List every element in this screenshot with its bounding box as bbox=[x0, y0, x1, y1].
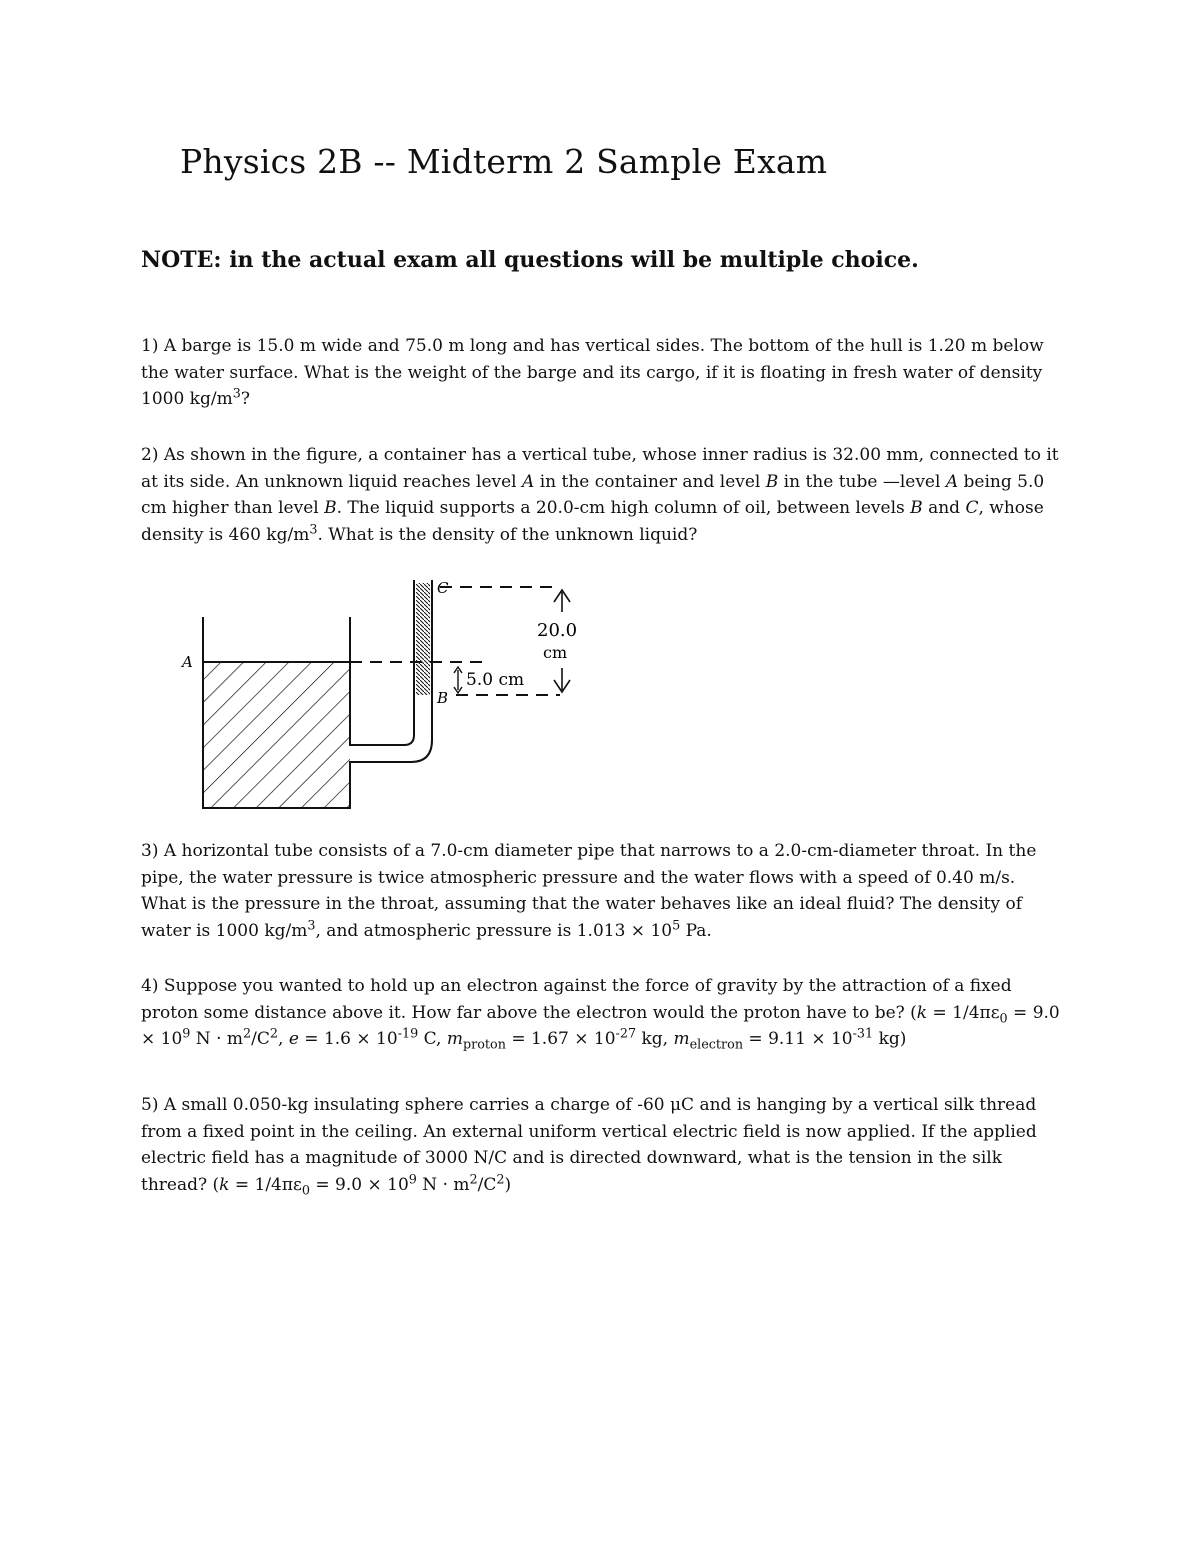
text-run: = 1/4πε bbox=[229, 1174, 302, 1195]
question-4-line-1: 4) Suppose you wanted to hold up an electron against the force of gravity by the attraction of a fixed bbox=[141, 976, 1012, 996]
question-1-line-1: 1) A barge is 15.0 m wide and 75.0 m long and has vertical sides. The bottom of the hull is 1.20 m below bbox=[141, 336, 1044, 356]
italic-symbol: e bbox=[288, 1029, 299, 1049]
height-unit: cm bbox=[543, 643, 568, 662]
label-b: B bbox=[437, 689, 449, 707]
text-run: being 5.0 bbox=[958, 471, 1045, 492]
question-2-line-1: 2) As shown in the figure, a container has a vertical tube, whose inner radius is 32.00 mm, connected to it bbox=[141, 445, 1059, 465]
text-run: . What is the density of the unknown liquid? bbox=[317, 524, 698, 545]
italic-symbol: m bbox=[446, 1029, 463, 1049]
oil-column bbox=[416, 583, 430, 695]
superscript: 5 bbox=[672, 917, 681, 933]
italic-symbol: B bbox=[765, 471, 779, 492]
text-run: proton some distance above it. How far above the electron would the proton have to be? ( bbox=[141, 1002, 917, 1023]
question-3 bbox=[141, 838, 1071, 944]
height-value: 20.0 bbox=[537, 620, 578, 641]
question-5-line-4 bbox=[141, 1172, 1071, 1199]
italic-symbol: m bbox=[673, 1029, 690, 1049]
question-2 bbox=[141, 442, 1071, 548]
italic-symbol: k bbox=[219, 1174, 230, 1195]
question-4-line-2 bbox=[141, 1000, 1071, 1027]
text-run: C, bbox=[418, 1029, 447, 1049]
question-2-line-4 bbox=[141, 522, 1071, 549]
superscript: 2 bbox=[496, 1171, 505, 1187]
text-run: Pa. bbox=[680, 920, 712, 941]
text-run: , bbox=[278, 1029, 289, 1049]
italic-symbol: k bbox=[916, 1002, 928, 1023]
text-run: = 9.0 bbox=[1007, 1002, 1060, 1023]
text-run: /C bbox=[477, 1174, 497, 1195]
text-run: kg) bbox=[873, 1029, 907, 1049]
question-3-line-1: 3) A horizontal tube consists of a 7.0-cm diameter pipe that narrows to a 2.0-cm-diameter throat. In the bbox=[141, 841, 1037, 861]
superscript: 2 bbox=[469, 1171, 478, 1187]
page-title: Physics 2B -- Midterm 2 Sample Exam bbox=[180, 142, 828, 181]
subscript: 0 bbox=[999, 1010, 1008, 1026]
text-run: , and atmospheric pressure is 1.013 × 10 bbox=[315, 920, 673, 941]
superscript: 2 bbox=[269, 1026, 279, 1042]
text-run: in the container and level bbox=[534, 471, 766, 492]
label-c: C bbox=[437, 579, 449, 597]
question-2-line-2 bbox=[141, 469, 1071, 496]
subscript: 0 bbox=[301, 1182, 310, 1198]
superscript: 3 bbox=[232, 386, 241, 402]
italic-symbol: A bbox=[522, 471, 535, 492]
question-1 bbox=[141, 333, 1071, 413]
text-run: thread? ( bbox=[141, 1174, 220, 1195]
question-5 bbox=[141, 1092, 1071, 1198]
question-2-line-3 bbox=[141, 495, 1071, 522]
question-5-line-2: from a fixed point in the ceiling. An external uniform vertical electric field is now applied. If the applied bbox=[141, 1121, 1037, 1142]
text-run: cm higher than level bbox=[141, 498, 325, 518]
offset-label: 5.0 cm bbox=[466, 670, 525, 690]
subscript: proton bbox=[462, 1037, 506, 1053]
exam-note: NOTE: in the actual exam all questions will be multiple choice. bbox=[141, 247, 919, 273]
italic-symbol: B bbox=[910, 498, 923, 518]
label-a: A bbox=[182, 653, 193, 671]
italic-symbol: C bbox=[965, 498, 979, 518]
text-run: and bbox=[922, 498, 966, 518]
text-run: , whose bbox=[978, 498, 1044, 518]
text-run: = 1.67 × 10 bbox=[505, 1029, 616, 1049]
text-run: = 1/4πε bbox=[927, 1002, 1000, 1023]
superscript: -27 bbox=[615, 1026, 637, 1042]
question-5-line-1: 5) A small 0.050-kg insulating sphere carries a charge of -60 μC and is hanging by a vertical silk thread bbox=[141, 1095, 1037, 1115]
text-run: in the tube —level bbox=[778, 471, 946, 492]
superscript: -31 bbox=[852, 1026, 874, 1042]
question-5-line-3: electric field has a magnitude of 3000 N/C and is directed downward, what is the tension in the silk bbox=[141, 1148, 1002, 1168]
italic-symbol: B bbox=[324, 498, 337, 518]
unknown-liquid bbox=[203, 662, 350, 808]
question-3-line-2: pipe, the water pressure is twice atmospheric pressure and the water flows with a speed of 0.40 m/s. bbox=[141, 867, 1016, 888]
superscript: 3 bbox=[309, 521, 318, 537]
text-run: at its side. An unknown liquid reaches level bbox=[141, 471, 523, 492]
question-4 bbox=[141, 973, 1071, 1053]
text-run: ) bbox=[504, 1174, 512, 1195]
superscript: 9 bbox=[408, 1171, 417, 1187]
container-tube-figure bbox=[160, 570, 600, 820]
italic-symbol: A bbox=[945, 471, 959, 492]
question-1-line-2: the water surface. What is the weight of the barge and its cargo, if it is floating in fresh water of density bbox=[141, 362, 1043, 383]
subscript: electron bbox=[689, 1037, 744, 1053]
superscript: 9 bbox=[182, 1026, 191, 1042]
text-run: = 9.0 × 10 bbox=[309, 1174, 409, 1195]
text-run: density is 460 kg/m bbox=[141, 524, 310, 545]
superscript: -19 bbox=[397, 1026, 419, 1042]
text-run: ? bbox=[240, 389, 250, 409]
text-run: kg, bbox=[636, 1029, 674, 1049]
superscript: 2 bbox=[243, 1026, 252, 1042]
text-run: × 10 bbox=[141, 1029, 183, 1049]
text-run: /C bbox=[251, 1029, 270, 1049]
superscript: 3 bbox=[307, 917, 316, 933]
question-3-line-4 bbox=[141, 918, 1071, 945]
text-run: N · m bbox=[416, 1174, 470, 1195]
text-run: . The liquid supports a 20.0-cm high column of oil, between levels bbox=[336, 498, 911, 518]
text-run: = 1.6 × 10 bbox=[298, 1029, 398, 1049]
text-run: 1000 kg/m bbox=[141, 389, 233, 409]
question-4-line-3 bbox=[141, 1026, 1071, 1053]
question-1-line-3 bbox=[141, 386, 1071, 413]
question-3-line-3: What is the pressure in the throat, assuming that the water behaves like an ideal fluid? The density of bbox=[141, 894, 1023, 914]
text-run: = 9.11 × 10 bbox=[743, 1029, 853, 1049]
text-run: N · m bbox=[190, 1029, 244, 1049]
text-run: water is 1000 kg/m bbox=[141, 920, 308, 941]
